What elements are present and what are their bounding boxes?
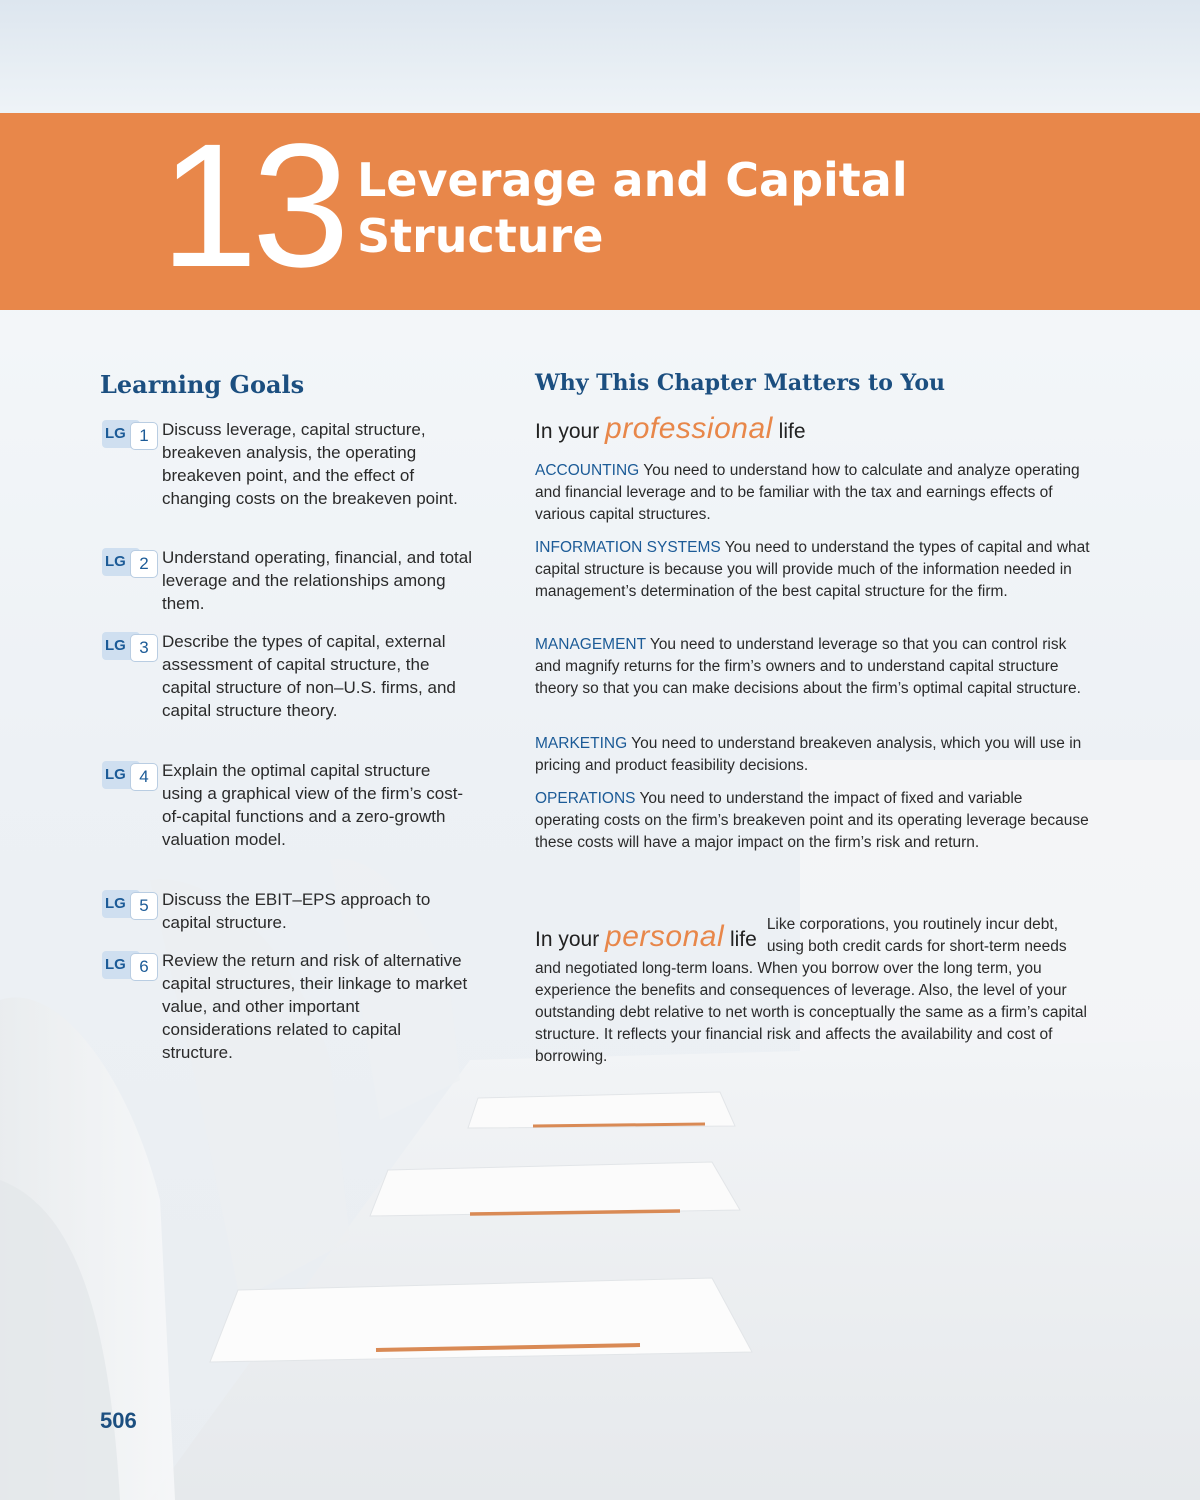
lg-badge-number: 6	[130, 953, 158, 981]
lg-badge-number: 2	[130, 550, 158, 578]
personal-life-emphasis: personal	[605, 920, 725, 953]
personal-life-heading	[535, 920, 757, 957]
lg-badge-label: LG	[102, 761, 140, 789]
why-chapter-matters-heading: Why This Chapter Matters to You	[535, 370, 945, 396]
lg-badge-label: LG	[102, 890, 140, 918]
lg-badge-label: LG	[102, 548, 140, 576]
paragraph-text: You need to understand how to calculate and analyze operating and financial leverage and to be familiar with the tax and earnings effects of various capital structures.	[535, 462, 1080, 523]
lg-badge	[102, 761, 158, 789]
paragraph-label: INFORMATION SYSTEMS	[535, 539, 721, 556]
chapter-number: 13	[160, 108, 344, 304]
lg-badge	[102, 420, 158, 448]
learning-goals-heading: Learning Goals	[100, 370, 305, 399]
lg-badge-label: LG	[102, 420, 140, 448]
paragraph-text: You need to understand the types of capital and what capital structure is because you will provide much of the information needed in management’s determination of the best capital structure for the firm.	[535, 539, 1090, 600]
paragraph-text: You need to understand leverage so that you can control risk and magnify returns for the firm’s owners and to understand capital structure theory so that you can make decisions about the firm’s optimal capital structure.	[535, 636, 1081, 697]
operations-paragraph	[535, 788, 1090, 854]
paragraph-text: You need to understand breakeven analysis, which you will use in pricing and product feasibility decisions.	[535, 735, 1082, 774]
learning-goal-text: Understand operating, financial, and total leverage and the relationships among them.	[162, 548, 472, 613]
paragraph-label: OPERATIONS	[535, 790, 636, 807]
learning-goal-text: Discuss leverage, capital structure, breakeven analysis, the operating breakeven point, and the effect of changing costs on the breakeven point.	[162, 420, 458, 508]
lg-badge-number: 5	[130, 892, 158, 920]
lg-badge	[102, 632, 158, 660]
information-systems-paragraph	[535, 537, 1090, 603]
page-number: 506	[100, 1408, 137, 1433]
accounting-paragraph	[535, 460, 1090, 526]
personal-life-suffix: life	[724, 928, 757, 951]
learning-goal-text: Explain the optimal capital structure using a graphical view of the firm’s cost-of-capital functions and a zero-growth valuation model.	[162, 761, 464, 849]
personal-life-text: Like corporations, you routinely incur debt, using both credit cards for short-term needs and negotiated long-term loans. When you borrow over the long term, you experience the benefits and consequences of leverage. Also, the level of your outstanding debt relative to net worth is conceptually the same as a firm’s capital structure. It reflects your financial risk and affects the availability and cost of borrowing.	[535, 916, 1087, 1065]
lg-badge-label: LG	[102, 632, 140, 660]
lg-badge-number: 4	[130, 763, 158, 791]
lg-badge	[102, 548, 158, 576]
learning-goal-text: Review the return and risk of alternative capital structures, their linkage to market value, and other important considerations related to capital structure.	[162, 951, 468, 1062]
chapter-title: Leverage and Capital Structure	[357, 153, 908, 263]
lg-badge	[102, 890, 158, 918]
lg-badge-label: LG	[102, 951, 140, 979]
personal-life-paragraph	[535, 914, 1090, 1068]
paragraph-label: ACCOUNTING	[535, 462, 640, 479]
professional-life-suffix: life	[772, 420, 806, 443]
professional-life-heading	[535, 412, 806, 446]
paragraph-label: MARKETING	[535, 735, 628, 752]
lg-badge	[102, 951, 158, 979]
learning-goal-text: Discuss the EBIT–EPS approach to capital structure.	[162, 890, 431, 932]
lg-badge-number: 1	[130, 422, 158, 450]
personal-life-prefix: In your	[535, 928, 606, 951]
paragraph-label: MANAGEMENT	[535, 636, 646, 653]
professional-life-emphasis: professional	[605, 412, 773, 445]
learning-goal-text: Describe the types of capital, external assessment of capital structure, the capital structure of non–U.S. firms, and capital structure theory.	[162, 632, 456, 720]
marketing-paragraph	[535, 733, 1090, 777]
professional-life-prefix: In your	[535, 420, 606, 443]
lg-badge-number: 3	[130, 634, 158, 662]
paragraph-text: You need to understand the impact of fixed and variable operating costs on the firm’s breakeven point and its operating leverage because these costs will have a major impact on the firm’s risk and return.	[535, 790, 1089, 851]
management-paragraph	[535, 634, 1090, 700]
